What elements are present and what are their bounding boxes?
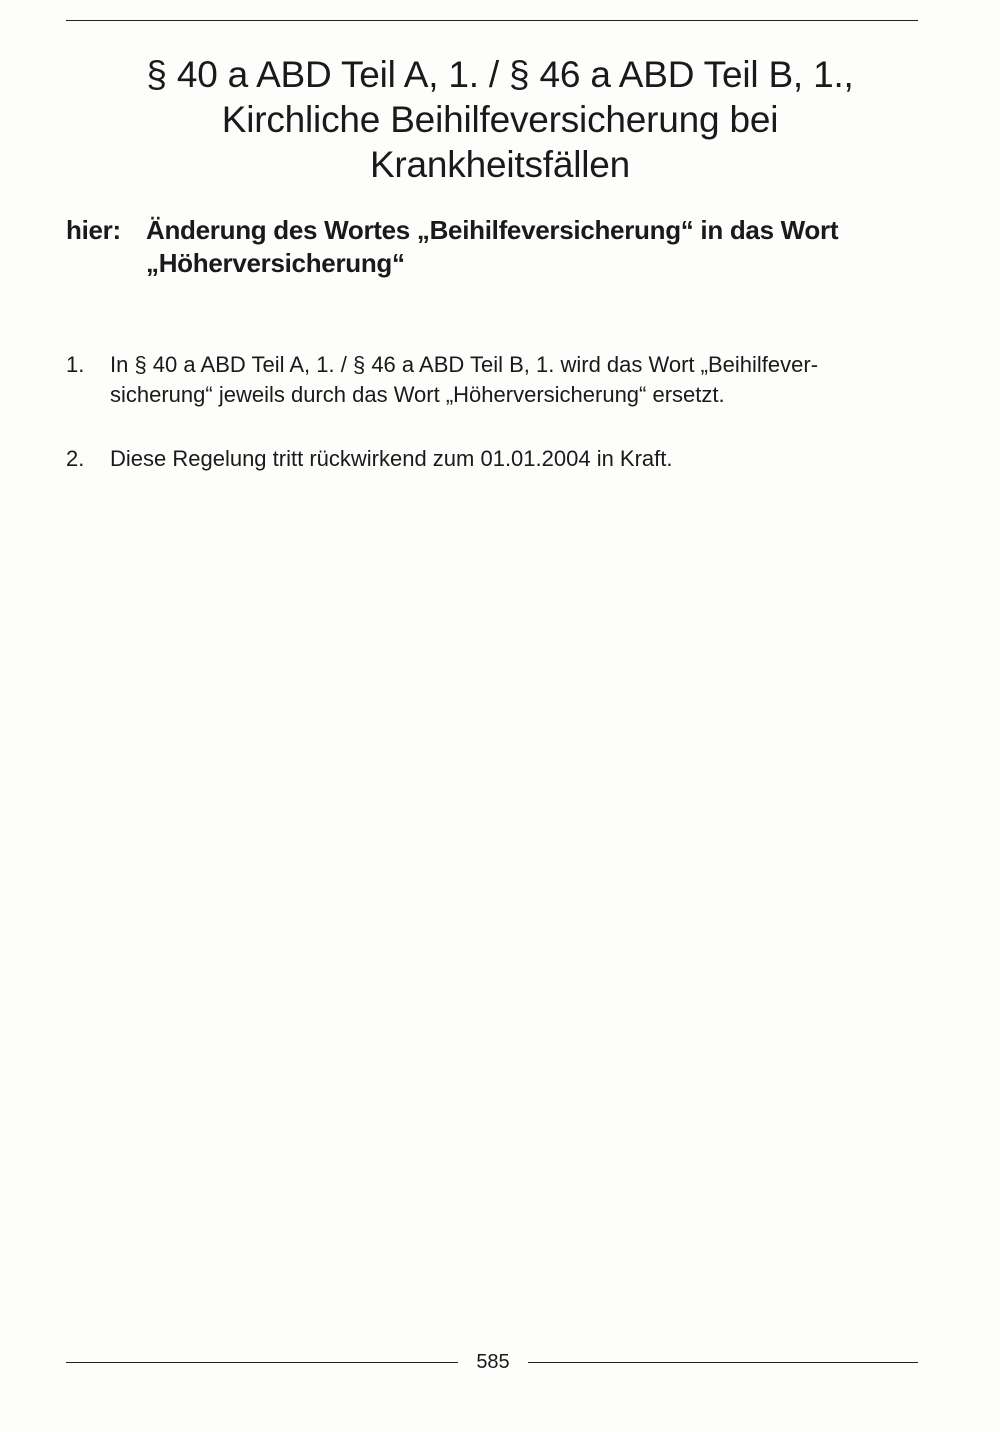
title-line: Kirchliche Beihilfeversicherung bei [221, 99, 779, 140]
page-number: 585 [476, 1351, 510, 1373]
list-item-line: In § 40 a ABD Teil A, 1. / § 46 a ABD Teil B, 1. wird das Wort „Beihilfever- [110, 352, 819, 377]
list-item-number: 1. [66, 352, 85, 377]
numbered-list [66, 350, 926, 508]
list-item-text [110, 444, 926, 474]
title-line: Krankheitsfällen [369, 144, 631, 185]
list-item-text [110, 350, 926, 410]
subject-line: Änderung des Wortes „Beihilfeversicherung“ in das Wort [146, 215, 839, 245]
list-item-line: Diese Regelung tritt rückwirkend zum 01.01.2004 in Kraft. [110, 446, 673, 471]
footer-rule-right [528, 1362, 918, 1363]
subject-line: „Höherversicherung“ [146, 248, 405, 278]
subject-label: hier: [66, 215, 121, 245]
list-item-line: sicherung“ jeweils durch das Wort „Höherversicherung“ ersetzt. [110, 382, 725, 407]
list-item [66, 350, 926, 410]
title-line: § 40 a ABD Teil A, 1. / § 46 a ABD Teil B, 1., [146, 54, 854, 95]
list-item [66, 444, 926, 474]
subject-text [146, 214, 936, 280]
footer-rule-left [66, 1362, 458, 1363]
list-item-number: 2. [66, 446, 85, 471]
top-rule [66, 20, 918, 21]
document-title [60, 52, 940, 187]
